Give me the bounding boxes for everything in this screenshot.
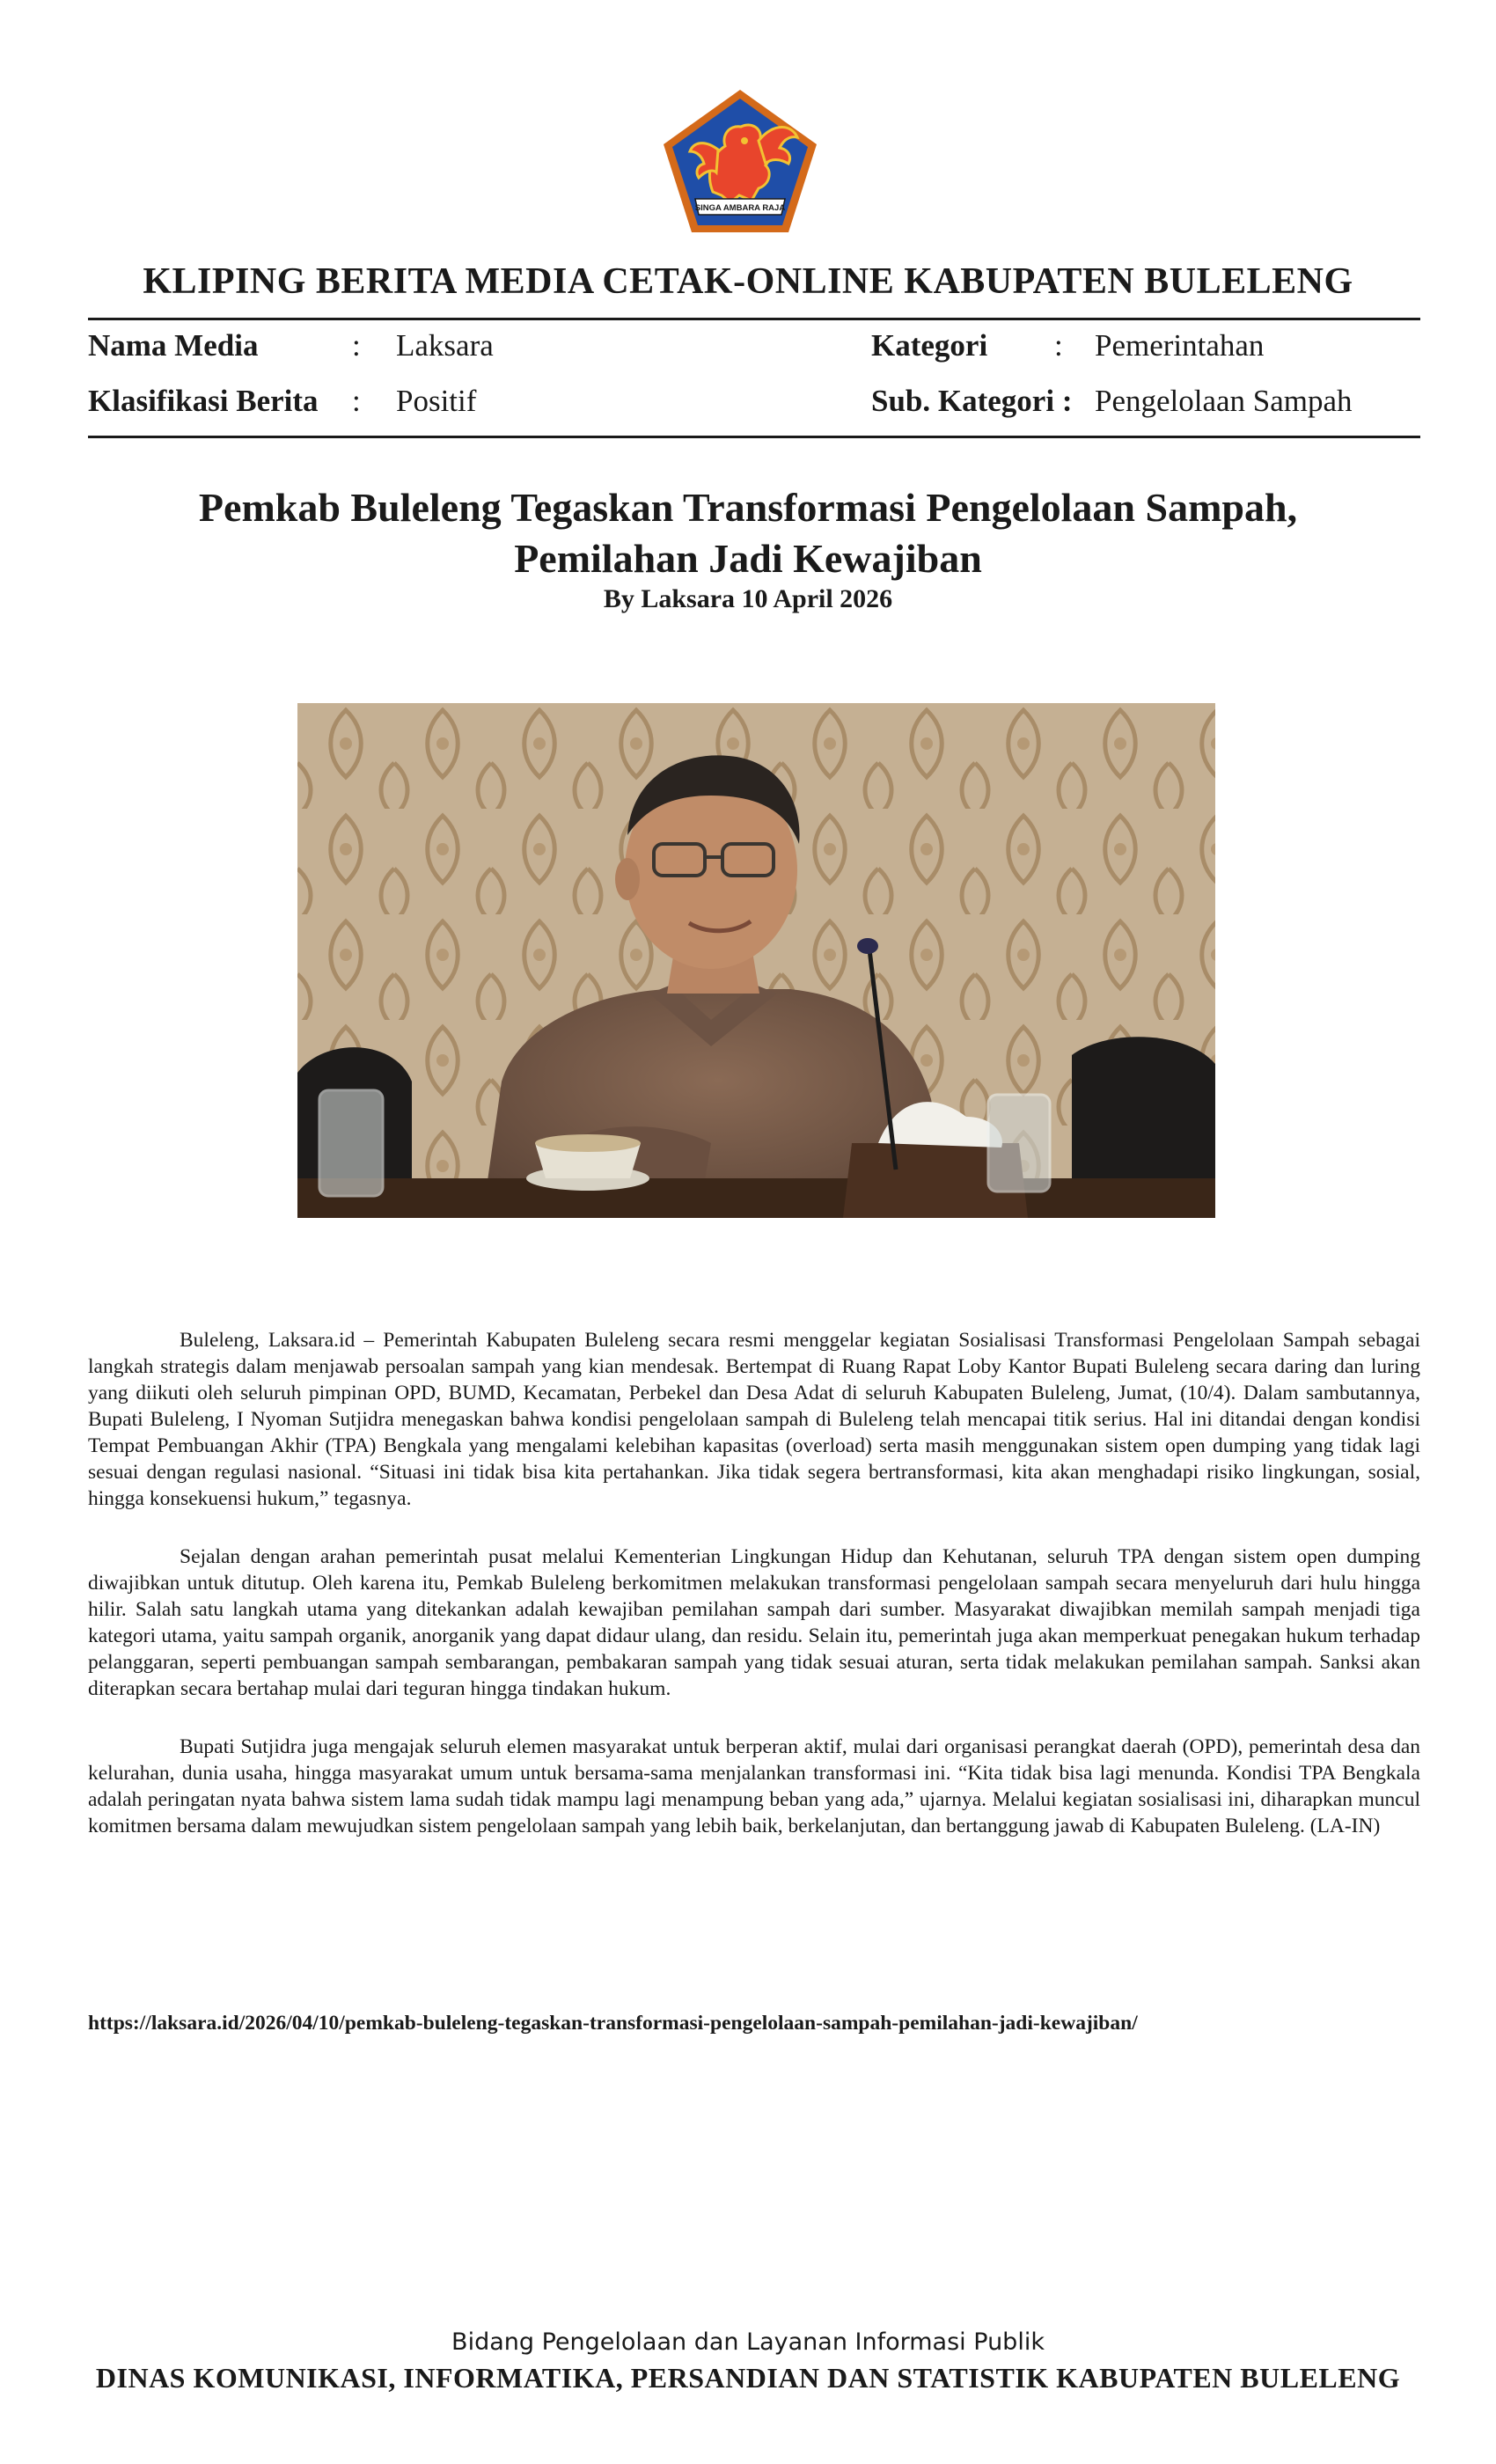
article-paragraph-1: Buleleng, Laksara.id – Pemerintah Kabupaten Buleleng secara resmi menggelar kegiatan Sosialisasi Transformasi Pengelolaan Sampah sebagai langkah strategis dalam menjawab persoalan sampah yang kian mendesak. Bertempat di Ruang Rapat Loby Kantor Bupati Buleleng secara daring dan luring yang diikuti oleh seluruh pimpinan OPD, BUMD, Kecamatan, Perbekel dan Desa Adat di seluruh Kabupaten Buleleng, Jumat, (10/4). Dalam sambutannya, Bupati Buleleng, I Nyoman Sutjidra menegaskan bahwa kondisi pengelolaan sampah di Buleleng telah mencapai titik serius. Hal ini ditandai dengan kondisi Tempat Pembuangan Akhir (TPA) Bengkala yang mengalami kelebihan kapasitas (overload) serta masih menggunakan sistem open dumping yang tidak lagi sesuai dengan regulasi nasional. “Situasi ini tidak bisa kita pertahankan. Jika tidak segera bertransformasi, kita akan menghadapi risiko lingkungan, sosial, hingga konsekuensi hukum,” tegasnya. — [88, 1329, 1420, 1510]
colon: : — [352, 384, 361, 418]
colon: : — [352, 328, 361, 363]
header-divider-top — [88, 318, 1420, 320]
article-byline: By Laksara 10 April 2026 — [603, 584, 893, 613]
classification-value: Positif — [396, 384, 477, 418]
document-header-title: KLIPING BERITA MEDIA CETAK-ONLINE KABUPATEN BULELENG — [143, 261, 1353, 302]
crest-motto: SINGA AMBARA RAJA — [694, 203, 786, 213]
header-divider-bottom — [88, 436, 1420, 438]
colon: : — [1054, 328, 1063, 363]
footer-agency: DINAS KOMUNIKASI, INFORMATIKA, PERSANDIAN DAN STATISTIK KABUPATEN BULELENG — [95, 2362, 1401, 2394]
category-value: Pemerintahan — [1095, 328, 1265, 363]
article-title-line-2: Pemilahan Jadi Kewajiban — [514, 536, 982, 581]
subcategory-label: Sub. Kategori : — [871, 384, 1073, 418]
buleleng-regency-crest-icon — [660, 86, 820, 236]
article-title-line-1: Pemkab Buleleng Tegaskan Transformasi Pengelolaan Sampah, — [198, 485, 1298, 530]
subcategory-value: Pengelolaan Sampah — [1095, 384, 1353, 418]
article-paragraph-2: Sejalan dengan arahan pemerintah pusat melalui Kementerian Lingkungan Hidup dan Kehutanan, seluruh TPA dengan sistem open dumping diwajibkan untuk ditutup. Oleh karena itu, Pemkab Buleleng berkomitmen melakukan transformasi pengelolaan sampah secara menyeluruh dari hulu hingga hilir. Salah satu langkah utama yang ditekankan adalah kewajiban pemilahan sampah dari sumber. Masyarakat diwajibkan memilah sampah menjadi tiga kategori utama, yaitu sampah organik, anorganik yang dapat didaur ulang, dan residu. Selain itu, pemerintah juga akan memperkuat penegakan hukum terhadap pelanggaran, seperti pembuangan sampah sembarangan, pembakaran sampah yang tidak sesuai aturan, serta tidak melakukan pemilahan sampah. Sanksi akan diterapkan secara bertahap mulai dari teguran hingga tindakan hukum. — [88, 1545, 1420, 1700]
media-name-label: Nama Media — [88, 328, 259, 363]
article-photo — [297, 703, 1215, 1218]
article-title — [123, 482, 1373, 584]
source-url: https://laksara.id/2026/04/10/pemkab-buleleng-tegaskan-transformasi-pengelolaan-sampah-pemilahan-jadi-kewajiban/ — [88, 2012, 1138, 2035]
footer-division: Bidang Pengelolaan dan Layanan Informasi Publik — [451, 2328, 1045, 2356]
classification-label: Klasifikasi Berita — [88, 384, 319, 418]
category-label: Kategori — [871, 328, 988, 363]
logo — [660, 86, 820, 236]
article-body — [88, 1327, 1420, 1871]
media-name-value: Laksara — [396, 328, 494, 363]
article-paragraph-3: Bupati Sutjidra juga mengajak seluruh elemen masyarakat untuk berperan aktif, mulai dari organisasi perangkat daerah (OPD), pemerintah desa dan kelurahan, dunia usaha, hingga masyarakat umum untuk bersama-sama menjalankan transformasi ini. “Kita tidak bisa lagi menunda. Kondisi TPA Bengkala adalah peringatan nyata bahwa sistem lama sudah tidak mampu lagi menampung beban yang ada,” ujarnya. Melalui kegiatan sosialisasi ini, diharapkan muncul komitmen bersama dalam mewujudkan sistem pengelolaan sampah yang lebih baik, berkelanjutan, dan bertanggung jawab di Kabupaten Buleleng. (LA-IN) — [88, 1735, 1420, 1837]
